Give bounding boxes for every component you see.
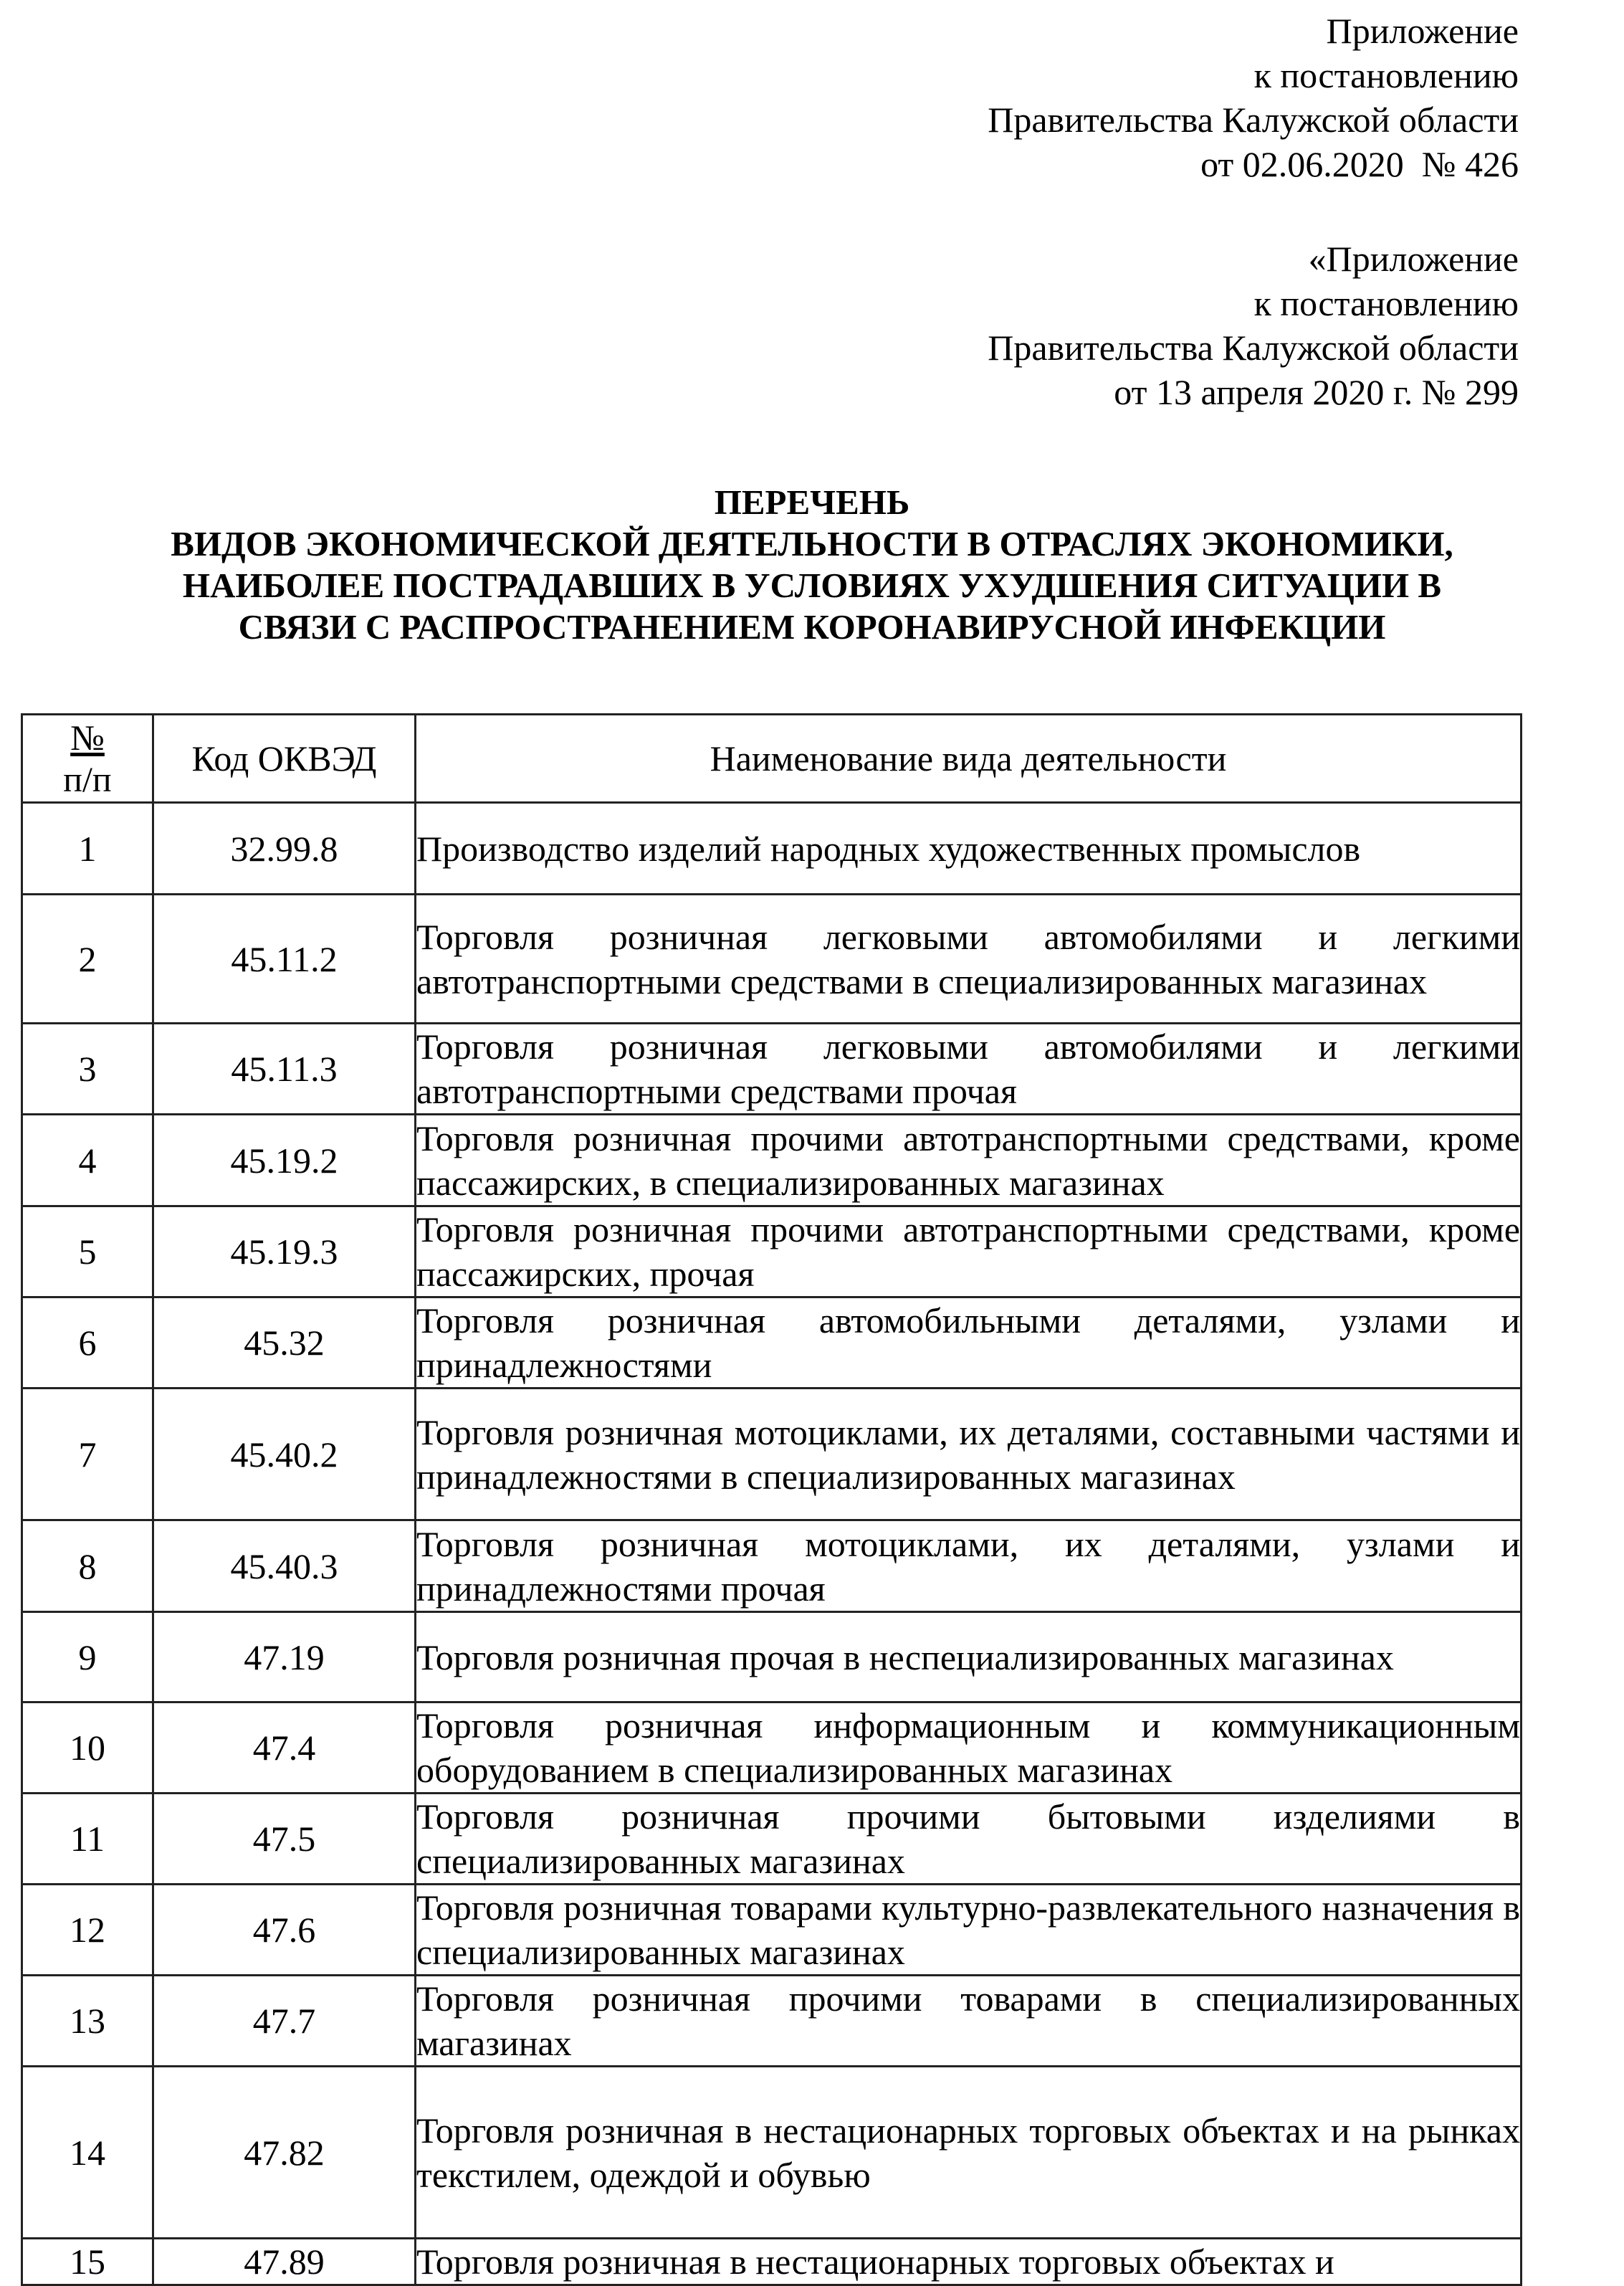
- okved-code: 47.4: [153, 1702, 416, 1794]
- table-row: [22, 1794, 1522, 1885]
- table-row: [22, 1297, 1522, 1389]
- header-number: [22, 715, 153, 803]
- activity-name: Производство изделий народных художественных промыслов: [416, 803, 1522, 895]
- okved-code: 45.11.2: [153, 895, 416, 1024]
- activity-name: Торговля розничная прочими товарами в специализированных магазинах: [416, 1976, 1522, 2067]
- okved-code: 47.5: [153, 1794, 416, 1885]
- okved-code: 47.89: [153, 2239, 416, 2285]
- title-line: НАИБОЛЕЕ ПОСТРАДАВШИХ В УСЛОВИЯХ УХУДШЕНИЯ СИТУАЦИИ В: [182, 566, 1442, 605]
- annex-line: Приложение: [1326, 11, 1519, 51]
- activity-name: Торговля розничная информационным и коммуникационным оборудованием в специализированных магазинах: [416, 1702, 1522, 1794]
- activity-name: Торговля розничная товарами культурно-развлекательного назначения в специализированных магазинах: [416, 1885, 1522, 1976]
- annex-line: «Приложение: [1308, 239, 1519, 279]
- okved-code: 45.32: [153, 1297, 416, 1389]
- table-row: [22, 1976, 1522, 2067]
- row-number: 6: [22, 1297, 153, 1389]
- title-line: ВИДОВ ЭКОНОМИЧЕСКОЙ ДЕЯТЕЛЬНОСТИ В ОТРАСЛЯХ ЭКОНОМИКИ,: [171, 524, 1453, 563]
- activity-name: Торговля розничная мотоциклами, их деталями, узлами и принадлежностями прочая: [416, 1520, 1522, 1612]
- row-number: 10: [22, 1702, 153, 1794]
- table-header-row: [22, 715, 1522, 803]
- header-code: Код ОКВЭД: [153, 715, 416, 803]
- okved-code: 47.82: [153, 2067, 416, 2239]
- activity-name: Торговля розничная в нестационарных торговых объектах и: [416, 2239, 1522, 2285]
- activity-name: Торговля розничная автомобильными деталями, узлами и принадлежностями: [416, 1297, 1522, 1389]
- row-number: 12: [22, 1885, 153, 1976]
- row-number: 15: [22, 2239, 153, 2285]
- annex-date-number: от 13 апреля 2020 г. № 299: [1114, 372, 1519, 412]
- okved-code: 47.6: [153, 1885, 416, 1976]
- header-name: Наименование вида деятельности: [416, 715, 1522, 803]
- row-number: 11: [22, 1794, 153, 1885]
- okved-code: 45.19.3: [153, 1206, 416, 1297]
- activity-name: Торговля розничная мотоциклами, их деталями, составными частями и принадлежностями в специализированных магазинах: [416, 1389, 1522, 1520]
- table-row: [22, 1206, 1522, 1297]
- row-number: 2: [22, 895, 153, 1024]
- activity-name: Торговля розничная легковыми автомобилями и легкими автотранспортными средствами в специализированных магазинах: [416, 895, 1522, 1024]
- activity-name: Торговля розничная прочими автотранспортными средствами, кроме пассажирских, в специализированных магазинах: [416, 1115, 1522, 1206]
- row-number: 4: [22, 1115, 153, 1206]
- annex-date-number: от 02.06.2020 № 426: [1200, 144, 1519, 184]
- annex-line: Правительства Калужской области: [988, 100, 1519, 140]
- table-row: [22, 1115, 1522, 1206]
- table-row: [22, 1024, 1522, 1115]
- title-line: СВЯЗИ С РАСПРОСТРАНЕНИЕМ КОРОНАВИРУСНОЙ ИНФЕКЦИИ: [238, 607, 1386, 647]
- table-row: [22, 1885, 1522, 1976]
- document-title: [0, 482, 1624, 648]
- annex-reference-current: [988, 9, 1519, 186]
- row-number: 3: [22, 1024, 153, 1115]
- activity-name: Торговля розничная легковыми автомобилями и легкими автотранспортными средствами прочая: [416, 1024, 1522, 1115]
- okved-code: 47.7: [153, 1976, 416, 2067]
- activity-name: Торговля розничная прочая в неспециализированных магазинах: [416, 1612, 1522, 1702]
- activity-name: Торговля розничная прочими бытовыми изделиями в специализированных магазинах: [416, 1794, 1522, 1885]
- row-number: 14: [22, 2067, 153, 2239]
- table-row: [22, 2067, 1522, 2239]
- table-row: [22, 1702, 1522, 1794]
- activity-name: Торговля розничная в нестационарных торговых объектах и на рынках текстилем, одеждой и обувью: [416, 2067, 1522, 2239]
- annex-line: к постановлению: [1253, 55, 1519, 95]
- row-number: 5: [22, 1206, 153, 1297]
- okved-code: 45.40.2: [153, 1389, 416, 1520]
- annex-line: Правительства Калужской области: [988, 328, 1519, 368]
- row-number: 1: [22, 803, 153, 895]
- row-number: 7: [22, 1389, 153, 1520]
- activities-table: [21, 713, 1522, 2286]
- okved-code: 32.99.8: [153, 803, 416, 895]
- row-number: 8: [22, 1520, 153, 1612]
- okved-code: 45.40.3: [153, 1520, 416, 1612]
- okved-code: 47.19: [153, 1612, 416, 1702]
- table-row: [22, 803, 1522, 895]
- header-number-sign: №: [70, 718, 105, 758]
- okved-code: 45.19.2: [153, 1115, 416, 1206]
- title-line: ПЕРЕЧЕНЬ: [714, 482, 910, 522]
- annex-line: к постановлению: [1253, 283, 1519, 323]
- table-row: [22, 1612, 1522, 1702]
- activity-name: Торговля розничная прочими автотранспортными средствами, кроме пассажирских, прочая: [416, 1206, 1522, 1297]
- annex-reference-original: [988, 237, 1519, 414]
- table-row: [22, 895, 1522, 1024]
- table-row: [22, 1520, 1522, 1612]
- table-row: [22, 1389, 1522, 1520]
- row-number: 13: [22, 1976, 153, 2067]
- okved-code: 45.11.3: [153, 1024, 416, 1115]
- row-number: 9: [22, 1612, 153, 1702]
- table-row: [22, 2239, 1522, 2285]
- header-number-pp: п/п: [63, 759, 112, 799]
